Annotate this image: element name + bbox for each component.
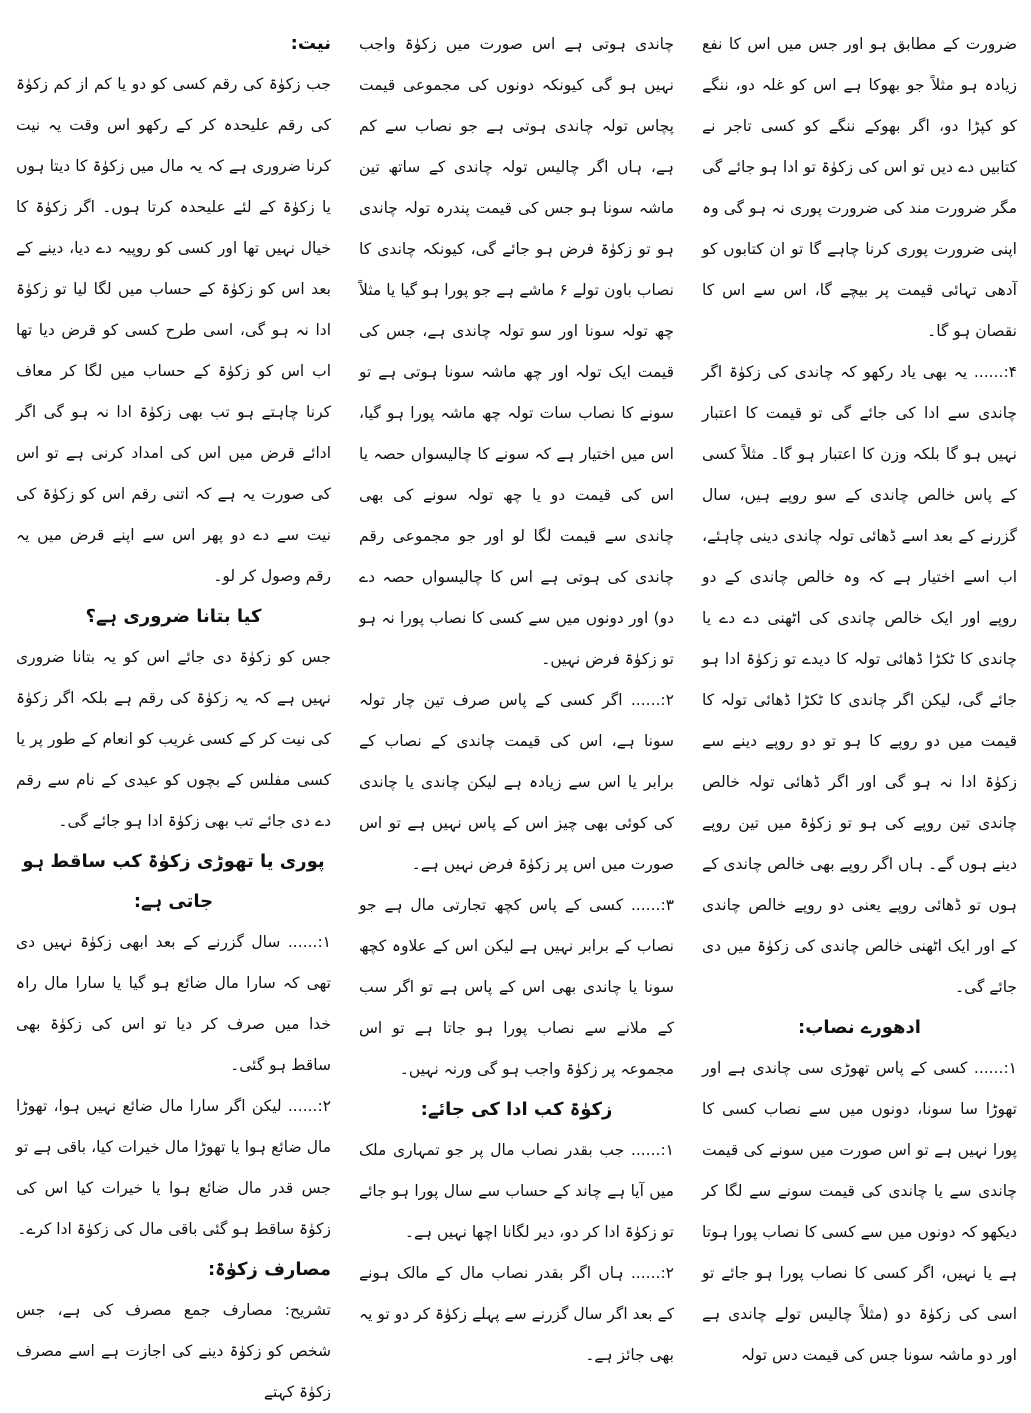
section-heading: نیت: — [290, 33, 331, 54]
paragraph: ۱:...... سال گزرنے کے بعد ابھی زکوٰۃ نہیں دی تھی کہ سارا مال ضائع ہو گیا یا سارا مال راہ خدا میں صرف کر دیا تو اس کی زکوٰۃ بھی ساقط ہو گئی۔ — [16, 933, 331, 1074]
paragraph: ۲:...... اگر کسی کے پاس صرف تین چار تولہ سونا ہے، اس کی قیمت چاندی کے نصاب کے برابر یا اس سے زیادہ ہے لیکن چاندی یا چاندی کی کوئی بھی چیز اس کے پاس نہیں ہے تو اس صورت میں اس پر زکوٰۃ فرض نہیں ہے۔ — [359, 691, 674, 873]
section-heading: مصارف زکوٰۃ: — [207, 1259, 331, 1280]
paragraph: تشریح: مصارف جمع مصرف کی ہے، جس شخص کو زکوٰۃ دینے کی اجازت ہے اسے مصرف زکوٰۃ کہتے — [16, 1301, 331, 1401]
paragraph: ۲:...... ہاں اگر بقدر نصاب مال کے مالک ہونے کے بعد اگر سال گزرنے سے پہلے زکوٰۃ کر دو تو یہ بھی جائز ہے۔ — [359, 1264, 674, 1364]
paragraph: ۲:...... لیکن اگر سارا مال ضائع نہیں ہوا، تھوڑا مال ضائع ہوا یا تھوڑا مال خیرات کیا، باقی ہے تو جس قدر مال ضائع ہوا یا خیرات کیا اس کی زکوٰۃ ساقط ہو گئی باقی مال کی زکوٰۃ ادا کرے۔ — [16, 1097, 331, 1238]
paragraph: ۳:...... کسی کے پاس کچھ تجارتی مال ہے جو نصاب کے برابر نہیں ہے لیکن اس کے علاوہ کچھ سونا یا چاندی بھی اس کے پاس ہے تو اگر سب کے ملانے سے نصاب پورا ہو جاتا ہے تو اس مجموعہ پر زکوٰۃ واجب ہو گی ورنہ نہیں۔ — [359, 896, 674, 1078]
column-left — [2, 0, 345, 1401]
section-heading: ادھورے نصاب: — [798, 1017, 921, 1038]
paragraph: ضرورت کے مطابق ہو اور جس میں اس کا نفع زیادہ ہو مثلاً جو بھوکا ہے اس کو غلہ دو، ننگے کو کپڑا دو، اگر بھوکے ننگے کو کسی تاجر نے کتابیں دے دیں تو اس کی زکوٰۃ تو ادا ہو جائے گی مگر ضرورت مند کی ضرورت پوری نہ ہو گی وہ اپنی ضرورت پوری کرنا چاہے گا تو ان کتابوں کو آدھی تہائی قیمت پر بیچے گا، اس سے اس کا نقصان ہو گا۔ — [702, 35, 1017, 340]
paragraph: جب زکوٰۃ کی رقم کسی کو دو یا کم از کم زکوٰۃ کی رقم علیحدہ کر کے رکھو اس وقت یہ نیت کرنا ضروری ہے کہ یہ مال میں زکوٰۃ کا دیتا ہوں یا زکوٰۃ کے لئے علیحدہ کرتا ہوں۔ اگر زکوٰۃ کا خیال نہیں تھا اور کسی کو روپیہ دے دیا، دینے کے بعد اس کو زکوٰۃ کے حساب میں لگا لیا تو زکوٰۃ ادا نہ ہو گی، اسی طرح کسی کو قرض دیا تھا اب اس کو زکوٰۃ کے حساب میں لگا کر معاف کرنا چاہتے ہو تب بھی زکوٰۃ ادا نہ ہو گی اگر ادائے قرض میں اس کی امداد کرنی ہے تو اس کی صورت یہ ہے کہ اتنی رقم اس کو زکوٰۃ کی نیت سے دے دو پھر اس سے اپنے قرض میں یہ رقم وصول کر لو۔ — [16, 75, 331, 585]
paragraph: چاندی ہوتی ہے اس صورت میں زکوٰۃ واجب نہیں ہو گی کیونکہ دونوں کی مجموعی قیمت پچاس تولہ چاندی ہوتی ہے جو نصاب سے کم ہے، ہاں اگر چالیس تولہ چاندی کے ساتھ تین ماشہ سونا ہو جس کی قیمت پندرہ تولہ چاندی ہو تو زکوٰۃ فرض ہو جائے گی، کیونکہ چاندی کا نصاب باون تولے ۶ ماشے ہے جو پورا ہو گیا یا مثلاً چھ تولہ سونا اور سو تولہ چاندی ہے، جس کی قیمت ایک تولہ اور چھ ماشہ سونا ہوتی ہے تو سونے کا نصاب سات تولہ چھ ماشہ پورا ہو گیا، اس میں اختیار ہے کہ سونے کا چالیسواں حصہ یا اس کی قیمت دو یا چھ تولہ سونے کی بھی چاندی سے قیمت لگا لو اور جو مجموعی رقم چاندی کی ہوتی ہے اس کا چالیسواں حصہ دے دو) اور دونوں میں سے کسی کا نصاب پورا نہ ہو تو زکوٰۃ فرض نہیں۔ — [359, 35, 674, 668]
paragraph: ۱:...... کسی کے پاس تھوڑی سی چاندی ہے اور تھوڑا سا سونا، دونوں میں سے نصاب کسی کا پورا نہیں ہے تو اس صورت میں سونے کی قیمت چاندی سے یا چاندی کی قیمت سونے سے لگا کر دیکھو کہ دونوں میں سے کسی کا نصاب پورا ہوتا ہے یا نہیں، اگر کسی کا نصاب پورا ہو جائے تو اسی کی زکوٰۃ دو (مثلاً چالیس تولے چاندی ہے اور دو ماشہ سونا جس کی قیمت دس تولہ — [702, 1059, 1017, 1364]
section-heading: کیا بتانا ضروری ہے؟ — [85, 606, 262, 627]
paragraph: جس کو زکوٰۃ دی جائے اس کو یہ بتانا ضروری نہیں ہے کہ یہ زکوٰۃ کی رقم ہے بلکہ اگر زکوٰۃ کی نیت کر کے کسی غریب کو انعام کے طور پر یا کسی مفلس کے بچوں کو عیدی کے نام سے رقم دے دی جائے تب بھی زکوٰۃ ادا ہو جائے گی۔ — [16, 648, 331, 830]
column-middle — [345, 0, 688, 1370]
paragraph: ۴:...... یہ بھی یاد رکھو کہ چاندی کی زکوٰۃ اگر چاندی سے ادا کی جائے گی تو قیمت کا اعتبار نہیں ہو گا بلکہ وزن کا اعتبار ہو گا۔ مثلاً کسی کے پاس خالص چاندی کے سو روپے ہیں، سال گزرنے کے بعد اسے ڈھائی تولہ چاندی دینی چاہئے، اب اسے اختیار ہے کہ وہ خالص چاندی کے دو روپے اور ایک خالص چاندی کی اٹھنی دے دے یا چاندی کا ٹکڑا ڈھائی تولہ کا دیدے تو زکوٰۃ ادا ہو جائے گی، لیکن اگر چاندی کا ٹکڑا ڈھائی تولہ کا قیمت میں دو روپے کا ہو تو دو روپے دینے سے زکوٰۃ ادا نہ ہو گی اور اگر ڈھائی تولہ خالص چاندی تین روپے کی ہو تو زکوٰۃ میں تین روپے دینے ہوں گے۔ ہاں اگر روپے بھی خالص چاندی کے ہوں تو ڈھائی روپے یعنی دو روپے خالص چاندی کے اور ایک اٹھنی خالص چاندی کی زکوٰۃ میں دی جائے گی۔ — [702, 363, 1017, 996]
paragraph: ۱:...... جب بقدر نصاب مال پر جو تمہاری ملک میں آیا ہے چاند کے حساب سے سال پورا ہو جائے تو زکوٰۃ ادا کر دو، دیر لگانا اچھا نہیں ہے۔ — [359, 1141, 674, 1241]
column-right — [688, 0, 1031, 1370]
section-heading: زکوٰۃ کب ادا کی جائے: — [420, 1099, 613, 1120]
section-heading: پوری یا تھوڑی زکوٰۃ کب ساقط ہو جاتی ہے: — [22, 851, 325, 912]
